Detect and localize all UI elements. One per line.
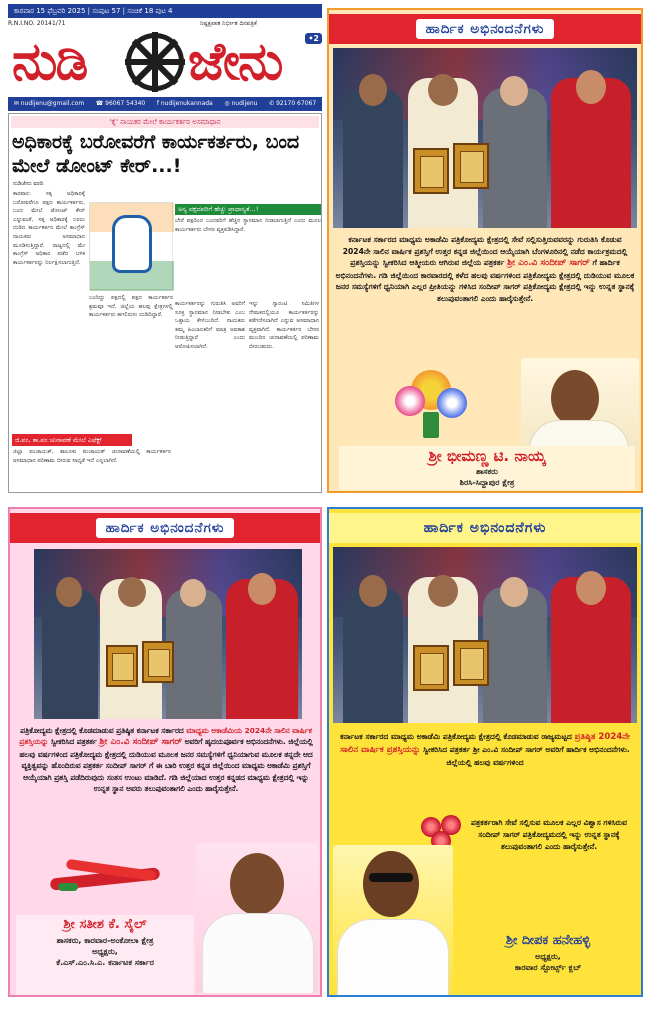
award-ceremony-photo <box>333 48 637 228</box>
article-column-4: ಇನ್ನು ಗ್ಯಾರಂಟಿ ಸಮಿತಿಗಳ ನೇಮಕದಲ್ಲಿಯೂ ಕಾರ್ಯಕರ್ತರನ್ನು ಕಡೆಗಣಿಸಲಾಗಿದೆ ಎನ್ನುವ ಅಸಮಾಧಾನ ವ್ಯಕ್ತವಾಗಿದೆ. ಕಾರ್ಯಕರ್ತರ ಬೇಸರ ಮುಂದಿನ ಚುನಾವಣೆಯಲ್ಲಿ ಪರಿಣಾಮ ಬೀರಬಹುದು. <box>249 301 319 350</box>
sponsor-3-org: ಕಾರವಾರ ಸ್ಪೋರ್ಟ್ಸ್ ಕ್ಲಬ್ <box>514 963 582 972</box>
sponsor-1-block <box>339 446 635 490</box>
ad3-message: ಕರ್ನಾಟಕ ಸರ್ಕಾರದ ಮಾಧ್ಯಮ ಅಕಾಡೆಮಿ ಪತ್ರಿಕೋದ್ಯಮ ಕ್ಷೇತ್ರದಲ್ಲಿ ಕೊಡಮಾಡುವ ರಾಜ್ಯಮಟ್ಟದ ಪ್ರತಿಷ್ಠಿತ 2024ನೇ ಸಾಲಿನ ವಾರ್ಷಿಕ ಪ್ರಶಸ್ತಿಯನ್ನು ಸ್ವೀಕರಿಸಿದ ಪತ್ರಕರ್ತ ಶ್ರೀ ಎಂ.ವಿ ಸಂದೀಪ್ ಸಾಗರ್ ಅವರಿಗೆ ಹಾರ್ದಿಕ ಅಭಿನಂದನೆಗಳು. ಜಿಲ್ಲೆಯಲ್ಲಿ ಹಲವು ವರ್ಷಗಳಿಂದ <box>340 732 630 767</box>
ad1-banner-title: ಹಾರ್ದಿಕ ಅಭಿನಂದನೆಗಳು <box>416 19 555 39</box>
award-ceremony-photo-2 <box>34 549 302 719</box>
ad2-banner <box>10 513 320 543</box>
chili-image <box>50 859 170 899</box>
article-subhead-red: ಜಿ.ಪಂ, ತಾ.ಪಂ ಚುನಾವಣೆ ಮೇಲೆ ಎಫೆಕ್ಟ್ <box>12 434 132 446</box>
contact-bar <box>8 97 322 111</box>
sponsor-2-block <box>16 915 194 995</box>
sponsor-2-title: ಅಧ್ಯಕ್ಷರು, <box>92 947 118 956</box>
phone-contact[interactable]: ☎ 96067 54340 <box>95 100 146 107</box>
congrats-ad-1 <box>327 8 643 493</box>
ad2-message: ಪತ್ರಿಕೋದ್ಯಮ ಕ್ಷೇತ್ರದಲ್ಲಿ ಕೊಡಮಾಡುವ ಪ್ರತಿಷ್ಠಿತ ಕರ್ನಾಟಕ ಸರ್ಕಾರದ ಮಾಧ್ಯಮ ಅಕಾಡೆಮಿಯ 2024ನೇ ಸಾಲಿನ ವಾರ್ಷಿಕ ಪ್ರಶಸ್ತಿಯನ್ನು ಸ್ವೀಕರಿಸಿದ ಪತ್ರಕರ್ತ ಶ್ರೀ ಎಂ.ವಿ ಸಂದೀಪ್ ಸಾಗರ್ ಅವರಿಗೆ ಹೃದಯಪೂರ್ವಕ ಅಭಿನಂದನೆಗಳು. ಜಿಲ್ಲೆಯಲ್ಲಿ ಹಲವು ವರ್ಷಗಳಿಂದ ಪತ್ರಿಕೋದ್ಯಮ ಕ್ಷೇತ್ರದಲ್ಲಿ ದುಡಿಯುವ ಮೂಲಕ ಜನರ ಸಮಸ್ಯೆಗಳಿಗೆ ಧ್ವನಿಯಾಗುವ ಮೂಲಕ ತನ್ನದೇ ಆದ ವ್ಯಕ್ತಿತ್ವವನ್ನು ಹೊಂದಿರುವ ಪತ್ರಕರ್ತ ಸಂದೀಪ್ ಸಾಗರ್ ಗೆ ಈ ಬಾರಿ ಉತ್ತರ ಕನ್ನಡ ಜಿಲ್ಲೆಯಿಂದ ಮಾಧ್ಯಮ ಅಕಾಡೆಮಿ ಪ್ರಶಸ್ತಿಗೆ ಆಯ್ಕೆಯಾಗಿ ಪ್ರಶಸ್ತಿ ಪಡೆದಿರುವುದು ಸಂತಸ ಉಂಟು ಮಾಡಿದೆ. ಗಡಿ ಜಿಲ್ಲೆಯಾದ ಉತ್ತರ ಕನ್ನಡದ ಮಾಧ್ಯಮ ಕ್ಷೇತ್ರದಲ್ಲಿ ಇನ್ನು ಉನ್ನತ ಸ್ಥಾನ ಅವರು ತಲುಪುವಂತಾಗಲಿ ಎಂದು ಹಾರೈಸುತ್ತೇನೆ. <box>19 726 313 794</box>
party-symbol-image <box>89 202 173 290</box>
tagline: ನಿಷ್ಪಕ್ಷಪಾತ ನಿರ್ಭೀತ ದಿನಪತ್ರಿಕೆ <box>200 20 257 27</box>
sponsor-1-constituency: ಶಿರಸಿ-ಸಿದ್ದಾಪುರ ಕ್ಷೇತ್ರ <box>459 478 515 487</box>
article-kicker: 'ಕೈ' ನಾಯಕರ ಮೇಲೆ ಕಾರ್ಯಕರ್ತರ ಅಸಮಾಧಾನ <box>11 116 319 128</box>
ad3-highlight: ಪ್ರತಿಷ್ಠಿತ 2024ನೇ ಸಾಲಿನ ವಾರ್ಷಿಕ ಪ್ರಶಸ್ತಿಯನ್ನು <box>340 732 630 755</box>
ad1-message: ಕರ್ನಾಟಕ ಸರ್ಕಾರದ ಮಾಧ್ಯಮ ಅಕಾಡೆಮಿ ಪತ್ರಿಕೋದ್ಯಮ ಕ್ಷೇತ್ರದಲ್ಲಿ ಸೇವೆ ಸಲ್ಲಿಸುತ್ತಿರುವವರನ್ನು ಗುರುತಿಸಿ ಕೊಡುವ 2024ನೇ ಸಾಲಿನ ವಾರ್ಷಿಕ ಪ್ರಶಸ್ತಿಗೆ ಉತ್ತರ ಕನ್ನಡ ಜಿಲ್ಲೆಯಿಂದ ಆಯ್ಕೆಯಾಗಿ ಬೆಂಗಳೂರಿನಲ್ಲಿ ನಡೆದ ಕಾರ್ಯಕ್ರಮದಲ್ಲಿ ಪ್ರಶಸ್ತಿಯನ್ನು ಸ್ವೀಕರಿಸಿದ ಆತ್ಮೀಯರು ಆಗಿರುವ ಜಿಲ್ಲೆಯ ಪತ್ರಕರ್ತ ಶ್ರೀ ಎಂ.ವಿ ಸಂದೀಪ್ ಸಾಗರ್ ಗೆ ಹಾರ್ದಿಕ ಅಭಿನಂದನೆಗಳು. ಗಡಿ ಜಿಲ್ಲೆಯಿಂದ ಕಾರವಾರದಲ್ಲಿ ಕಳೆದ ಹಲವು ವರ್ಷಗಳಿಂದ ಪತ್ರಿಕೋದ್ಯಮ ಕ್ಷೇತ್ರದಲ್ಲಿ ದುಡಿಯುವ ಮೂಲಕ ಜನರ ಸಮಸ್ಯೆಗಳಿಗೆ ಧ್ವನಿಯಾಗಿ ಎಲ್ಲರ ಪ್ರೀತಿಯನ್ನು ಗಳಿಸಿದ ಸಂದೀಪ್ ಸಾಗರ್ ಪತ್ರಿಕೋದ್ಯಮ ಕ್ಷೇತ್ರದಲ್ಲಿ ಇನ್ನು ಉನ್ನತ ಸ್ಥಾನಕ್ಕೆ ತಲುಪುವಂತಾಗಲಿ ಎಂದು ಹಾರೈಸುತ್ತೇನೆ. <box>335 235 635 303</box>
sponsor-3-role: ಅಧ್ಯಕ್ಷರು, <box>535 952 561 961</box>
dateline: ಕಾರವಾರ 15 ಫೆಬ್ರವರಿ 2025 | ಸಂಪುಟ 57 | ಸಂಚಿಕೆ 18 ಪುಟ 4 <box>8 4 322 18</box>
flower-bouquet-image <box>393 366 469 438</box>
congrats-ad-2 <box>8 507 322 997</box>
whatsapp-contact[interactable]: ✆ 92170 67067 <box>269 100 317 107</box>
sponsor-2-role: ಶಾಸಕರು, ಕಾರವಾರ-ಅಂಕೋಲಾ ಕ್ಷೇತ್ರ <box>56 936 154 945</box>
ship-wheel-logo-icon <box>126 33 184 91</box>
award-ceremony-photo-3 <box>333 547 637 723</box>
sponsor-1-portrait <box>521 358 639 454</box>
sponsor-1-name: ಶ್ರೀ ಭೀಮಣ್ಣ ಟಿ. ನಾಯ್ಕ <box>428 447 546 465</box>
ad3-banner <box>329 513 641 543</box>
article-headline: ಅಧಿಕಾರಕ್ಕೆ ಬರೋವರೆಗೆ ಕಾರ್ಯಕರ್ತರು, ಬಂದ ಮೇಲೆ ಡೋಂಟ್ ಕೇರ್...! <box>12 131 300 177</box>
masthead-title-left: ನುಡಿ <box>12 31 87 92</box>
sponsor-3-name: ಶ್ರೀ ದೀಪಕ ಹನೇಹಳ್ಳಿ <box>505 933 591 948</box>
ad3-banner-title: ಹಾರ್ದಿಕ ಅಭಿನಂದನೆಗಳು <box>423 520 547 536</box>
article-column-2: ಬಂದಿದ್ದು ಪಕ್ಷದಲ್ಲಿ ಪಕ್ಷದ ಕಾರ್ಯಕರ್ತರ ಶ್ರಮವೂ ಇದೆ. ಜಿಲ್ಲೆಯ ಹಲವು ಕ್ಷೇತ್ರಗಳಲ್ಲಿ ಕಾರ್ಯಕರ್ತರು ಹಗಲಿರುಳು ದುಡಿದಿದ್ದಾರೆ. <box>89 295 173 319</box>
article-subhead-green: ಅನ್ಯ ಪಕ್ಷದವರಿಗೆ ಹೆಚ್ಚು ಪ್ರಾಧಾನ್ಯತೆ...! <box>175 204 321 215</box>
reg-number: R.N.I.NO. 20141/71 <box>8 20 66 27</box>
ad2-banner-title: ಹಾರ್ದಿಕ ಅಭಿನಂದನೆಗಳು <box>96 518 235 538</box>
masthead-title-right: ಜೇನು <box>188 31 282 92</box>
ad2-highlight: ಮಾಧ್ಯಮ ಅಕಾಡೆಮಿಯ 2024ನೇ ಸಾಲಿನ ವಾರ್ಷಿಕ ಪ್ರಶಸ್ತಿಯನ್ನು <box>19 726 312 747</box>
news-article <box>8 113 322 493</box>
sponsor-2-name: ಶ್ರೀ ಸತೀಶ ಕೆ. ಸೈಲ್ <box>63 917 147 932</box>
sponsor-3-portrait <box>333 845 453 995</box>
ad1-banner <box>329 14 641 44</box>
sponsor-1-role: ಶಾಸಕರು <box>476 467 498 476</box>
hand-symbol-icon <box>112 215 152 273</box>
sponsor-2-org: ಕೆ.ಎಸ್.ಎಂ.ಸಿ.ಎ. ಕರ್ನಾಟಕ ಸರ್ಕಾರ <box>56 958 154 967</box>
ad3-message-continued: ಪತ್ರಕರ್ತರಾಗಿ ಸೇವೆ ಸಲ್ಲಿಸುವ ಮೂಲಕ ಎಲ್ಲರ ವಿಶ್ವಾಸ ಗಳಿಸಿರುವ ಸಂದೀಪ್ ಸಾಗರ್ ಪತ್ರಿಕೋದ್ಯಮದಲ್ಲಿ ಇನ್ನು ಉನ್ನತ ಸ್ಥಾನಕ್ಕೆ ತಲುಪುವಂತಾಗಲಿ ಎಂದು ಹಾರೈಸುತ್ತೇನೆ. <box>471 818 627 851</box>
email-contact[interactable]: ✉ nudijenu@gmail.com <box>13 100 85 107</box>
congrats-ad-3 <box>327 507 643 997</box>
edition-badge: •2 <box>305 33 322 44</box>
article-column-3: ಕಾರ್ಯಕರ್ತರನ್ನು ಗುರುತಿಸಿ ಅವರಿಗೆ ಸೂಕ್ತ ಸ್ಥಾನಮಾನ ನೀಡಬೇಕು ಎಂಬ ಒತ್ತಾಯ ಕೇಳಿಬಂದಿದೆ. ನಾಯಕರು ತಮ್ಮ ಹಿಂಬಾಲಕರಿಗೆ ಮಾತ್ರ ಅವಕಾಶ ನೀಡುತ್ತಿದ್ದಾರೆ ಎಂದು ಆರೋಪಿಸಲಾಗಿದೆ. <box>175 301 245 350</box>
sponsor-2-portrait <box>196 843 318 993</box>
instagram-contact[interactable]: ◎ nudijenu <box>224 100 258 107</box>
newspaper-masthead <box>8 27 322 97</box>
facebook-contact[interactable]: f nudijenukannada <box>156 100 213 107</box>
green-section-text: ಬೇರೆ ಪಕ್ಷದಿಂದ ಬಂದವರಿಗೆ ಹೆಚ್ಚಿನ ಸ್ಥಾನಮಾನ ನೀಡಲಾಗುತ್ತಿದೆ ಎಂದು ಮೂಲ ಕಾರ್ಯಕರ್ತರು ಬೇಸರ ವ್ಯಕ್ತಪಡಿಸಿದ್ದಾರೆ. <box>175 218 321 233</box>
ad2-honoree-name: ಶ್ರೀ ಎಂ.ವಿ ಸಂದೀಪ್ ಸಾಗರ್ <box>99 737 183 748</box>
ad1-honoree-name: ಶ್ರೀ ಎಂ.ವಿ ಸಂದೀಪ್ ಸಾಗರ್ <box>507 258 590 269</box>
red-section-text: ಜಿಲ್ಲಾ ಪಂಚಾಯತ್, ತಾಲೂಕು ಪಂಚಾಯತ್ ಚುನಾವಣೆಯಲ್ಲಿ ಕಾರ್ಯಕರ್ತರ ಅಸಮಾಧಾನ ಪರಿಣಾಮ ಬೀರುವ ಸಾಧ್ಯತೆ ಇದೆ ಎನ್ನಲಾಗಿದೆ. <box>13 449 171 464</box>
sponsor-3-block <box>457 931 639 993</box>
article-column-1: ಕಾರವಾರ: ಸಕ್ಕ ಅಧಿಕಾರಕ್ಕೆ ಬರೋವರೆಗೂ ಪಕ್ಷದ ಕಾರ್ಯಕರ್ತರು, ಬಂದ ಮೇಲೆ ಡೋಂಟ್ ಕೇರ್ ಎನ್ನುವಂತೆ, ಸಕ್ಕ ಅಧಿಕಾರಕ್ಕೆ ಬರಲು ದುಡಿದ ಕಾರ್ಯಕರ್ತರ ಮೇಲೆ ಕಾಂಗ್ರೆಸ್ ನಾಯಕರು ಅಸಮಾಧಾನ ಮೂಡಿಸುತ್ತಿದ್ದಾರೆ. ರಾಜ್ಯದಲ್ಲಿ ಮೇ ಕಾಂಗ್ರೆಸ್ ಅಧಿಕಾರ ಪಡೆದ ಬಳಿಕ ಕಾರ್ಯಕರ್ತರನ್ನು ನಿರ್ಲಕ್ಷಿಸಲಾಗುತ್ತಿದೆ. <box>13 191 85 266</box>
article-byline: ನುಡಿಜೇನು ವರದಿ <box>13 181 44 187</box>
